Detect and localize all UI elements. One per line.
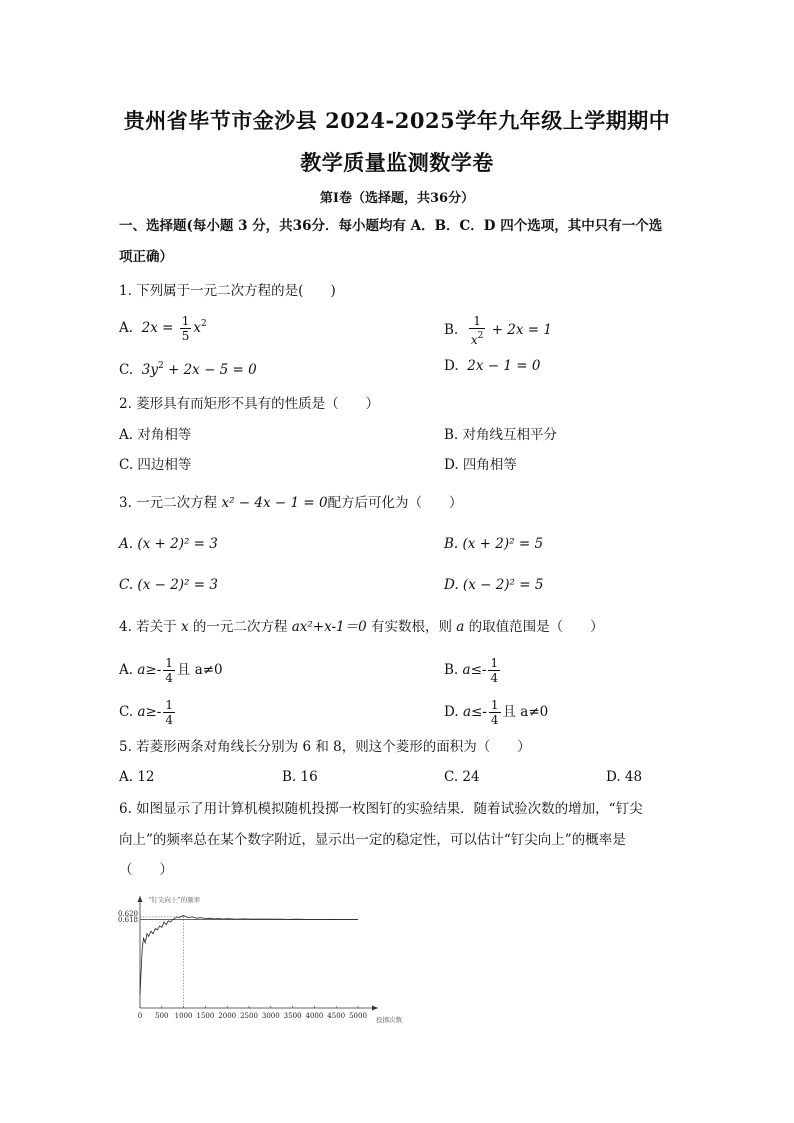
q1-stem: 1. 下列属于一元二次方程的是( )	[119, 283, 336, 299]
q4-c-pre: a≥-	[137, 704, 162, 720]
x-tick-label-2000: 2000	[218, 1012, 237, 1020]
q4-a-num: 1	[165, 656, 173, 670]
q4-option-a	[119, 656, 223, 685]
q4-b-fraction	[488, 656, 500, 685]
q4-stem-a: a	[456, 619, 465, 635]
q5-option-d: D. 48	[606, 769, 643, 785]
x-tick-label-3000: 3000	[261, 1012, 280, 1020]
q4-a-fraction	[163, 656, 175, 685]
part1-heading-line2: 项正确）	[119, 249, 173, 265]
q6-stem-line1: 6. 如图显示了用计算机模拟随机投掷一枚图钉的实验结果．随着试验次数的增加，“钉尖	[119, 801, 643, 817]
q1-c-label: C.	[119, 362, 134, 378]
q3-stem-post: 配方后可化为（ ）	[327, 495, 463, 511]
q1-b-tail: + 2x = 1	[491, 322, 552, 338]
q4-a-post: 且 a≠0	[176, 662, 223, 678]
q4-d-fraction	[489, 698, 501, 727]
q3-stem-equation: x² − 4x − 1 = 0	[221, 495, 328, 511]
q1-b-label: B.	[444, 322, 459, 338]
section-title: 第Ⅰ卷（选择题，共36分）	[319, 191, 475, 206]
q4-b-label: B.	[444, 662, 459, 678]
q3-stem-pre: 3. 一元二次方程	[119, 495, 222, 511]
x-tick-label-1000: 1000	[174, 1012, 193, 1020]
q4-a-label: A.	[119, 662, 134, 678]
q4-stem	[119, 618, 604, 636]
q2-option-a: A. 对角相等	[119, 427, 192, 443]
q4-d-num: 1	[490, 698, 499, 712]
q4-c-label: C.	[119, 704, 134, 720]
q1-c-text: 3y	[141, 362, 158, 378]
q4-b-den: 4	[490, 671, 499, 685]
q4-a-den: 4	[165, 671, 173, 685]
q1-d-text: 2x − 1 = 0	[467, 358, 541, 374]
q5-stem: 5. 若菱形两条对角线长分别为 6 和 8，则这个菱形的面积为（ ）	[119, 739, 531, 755]
y-axis-arrow	[138, 896, 143, 902]
exam-title-line2: 教学质量监测数学卷	[300, 150, 494, 175]
q4-stem-mid2: 有实数根，则	[366, 619, 457, 635]
q4-c-num: 1	[165, 698, 173, 712]
q4-b-num: 1	[490, 656, 499, 670]
q1-option-d	[444, 357, 540, 375]
x-axis-label: 投掷次数	[376, 1016, 402, 1024]
q4-c-fraction	[163, 698, 175, 727]
q2-option-d: D. 四角相等	[444, 457, 517, 473]
q1-b-fraction	[469, 314, 486, 347]
exam-title-line1: 贵州省毕节市金沙县 2024-2025学年九年级上学期期中	[123, 108, 671, 133]
q1-a-tail: x	[193, 320, 202, 336]
x-axis-arrow	[372, 1006, 378, 1011]
q3-option-b: B. (x + 2)² = 5	[444, 536, 544, 552]
q4-stem-pre: 4. 若关于	[119, 619, 181, 635]
q4-stem-x: x	[180, 619, 189, 635]
q2-stem: 2. 菱形具有而矩形不具有的性质是（ ）	[119, 396, 380, 412]
x-tick-label-0: 0	[137, 1012, 143, 1020]
x-tick-label-500: 500	[155, 1012, 169, 1020]
q3-option-a: A. (x + 2)² = 3	[119, 536, 218, 552]
x-tick-label-2500: 2500	[240, 1012, 258, 1020]
frequency-series-line	[140, 916, 358, 995]
y-tick-label-0.620: 0.620	[117, 909, 138, 918]
q4-option-b	[444, 656, 502, 685]
y-tick-label-0.618: 0.618	[117, 916, 138, 925]
x-tick-label-4000: 4000	[305, 1012, 324, 1020]
q4-a-pre: a≥-	[137, 662, 162, 678]
q4-stem-equation: ax²+x-1＝0	[291, 619, 367, 635]
q4-d-den: 4	[490, 713, 499, 727]
q5-option-a: A. 12	[119, 769, 155, 785]
q4-d-pre: a≤-	[462, 704, 487, 720]
q1-a-den: 5	[181, 329, 190, 343]
part1-heading-line1: 一、选择题(每小题 3 分，共36分．每小题均有 A．B．C．D 四个选项，其中只有一个选	[119, 218, 663, 234]
q1-c-tail: + 2x − 5 = 0	[163, 362, 257, 378]
q1-a-label: A.	[119, 320, 134, 336]
q1-a-fraction	[180, 314, 192, 343]
q5-option-b: B. 16	[282, 769, 318, 785]
q1-a-lhs: 2x =	[141, 320, 174, 336]
q2-option-b: B. 对角线互相平分	[444, 427, 558, 443]
q4-option-d	[444, 698, 548, 727]
q3-option-c: C. (x − 2)² = 3	[119, 577, 218, 593]
q6-stem-line3: （ ）	[119, 862, 173, 878]
q4-stem-mid: 的一元二次方程	[188, 619, 292, 635]
q1-option-a: A. 2x = $\frac{1}{5}$ $x^2$	[119, 314, 207, 343]
y-axis-label: “钉尖向上”的频率	[148, 896, 201, 904]
x-tick-label-3500: 3500	[283, 1012, 302, 1020]
q4-d-post: 且 a≠0	[502, 704, 549, 720]
q5-option-c: C. 24	[444, 769, 480, 785]
q1-b-den: $x^2$	[470, 331, 484, 347]
q3-option-d: D. (x − 2)² = 5	[444, 577, 544, 593]
q1-a-num: 1	[181, 314, 190, 328]
q4-c-den: 4	[165, 713, 173, 727]
q1-option-c: C. $3y^2 + 2x - 5 = 0$	[119, 361, 257, 378]
q1-option-b	[444, 314, 552, 347]
q4-d-label: D.	[444, 704, 459, 720]
q6-stem-line2: 向上”的频率总在某个数字附近，显示出一定的稳定性，可以估计“钉尖向上”的概率是	[119, 832, 626, 848]
q4-stem-post: 的取值范围是（ ）	[464, 619, 604, 635]
q2-option-c: C. 四边相等	[119, 457, 192, 473]
x-tick-label-1500: 1500	[196, 1012, 215, 1020]
q3-stem	[119, 494, 463, 512]
frequency-chart	[110, 888, 420, 1028]
x-tick-label-5000: 5000	[349, 1012, 367, 1020]
x-tick-label-4500: 4500	[327, 1012, 346, 1020]
q1-b-num: 1	[469, 314, 486, 329]
q4-option-c	[119, 698, 177, 727]
q4-b-pre: a≤-	[462, 662, 487, 678]
q1-d-label: D.	[444, 358, 459, 374]
